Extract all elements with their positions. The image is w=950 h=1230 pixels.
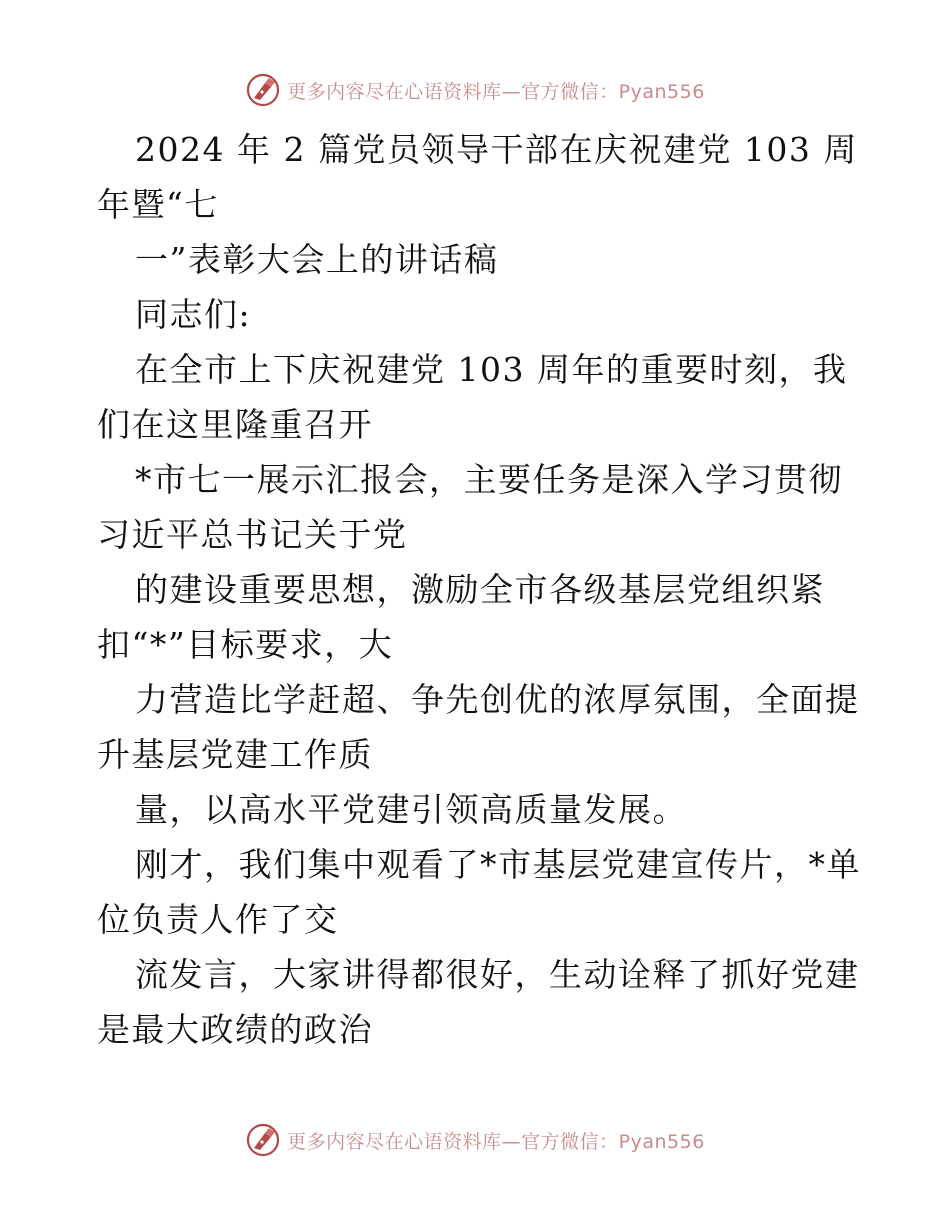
text-line: 是最大政绩的政治 <box>97 1010 373 1049</box>
header-watermark-banner <box>0 68 950 112</box>
watermark-text: 更多内容尽在心语资料库—官方微信：Pyan556 <box>287 1130 705 1153</box>
text-line: 的建设重要思想，激励全市各级基层党组织紧 <box>135 570 825 609</box>
text-line: 量，以高水平党建引领高质量发展。 <box>135 790 687 829</box>
document-body <box>97 122 861 1057</box>
text-line: 们在这里隆重召开 <box>97 405 373 444</box>
text-line: 流发言，大家讲得都很好，生动诠释了抓好党建 <box>135 955 860 994</box>
text-line: 习近平总书记关于党 <box>97 515 408 554</box>
text-line: 年暨“七 <box>97 185 219 224</box>
watermark-text: 更多内容尽在心语资料库—官方微信：Pyan556 <box>287 80 705 103</box>
text-line: 同志们: <box>135 295 252 334</box>
text-line: 一”表彰大会上的讲话稿 <box>135 240 499 279</box>
text-line: *市七一展示汇报会，主要任务是深入学习贯彻 <box>135 460 843 499</box>
text-line: 力营造比学赶超、争先创优的浓厚氛围，全面提 <box>135 680 860 719</box>
text-line: 刚才，我们集中观看了*市基层党建宣传片，*单 <box>135 845 861 884</box>
pen-nib-logo-icon <box>245 1122 281 1158</box>
text-line: 扣“*”目标要求，大 <box>97 625 394 664</box>
text-line: 升基层党建工作质 <box>97 735 373 774</box>
footer-watermark-banner <box>0 1118 950 1162</box>
text-line: 位负责人作了交 <box>97 900 339 939</box>
pen-nib-logo-icon <box>245 72 281 108</box>
text-line: 2024 年 2 篇党员领导干部在庆祝建党 103 周 <box>135 130 858 169</box>
text-line: 在全市上下庆祝建党 103 周年的重要时刻，我 <box>135 350 848 389</box>
